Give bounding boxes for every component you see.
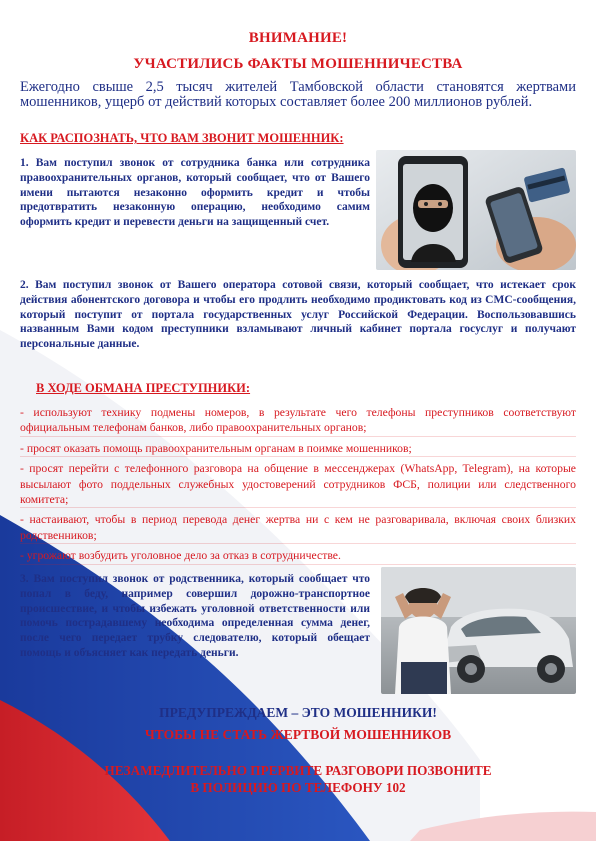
title-attention: ВНИМАНИЕ! [248,30,348,46]
fraud-tactics-list [20,405,576,569]
section-heading-recognize: КАК РАСПОЗНАТЬ, ЧТО ВАМ ЗВОНИТ МОШЕННИК: [20,131,344,145]
scenario-bank-call: 1. Вам поступил звонок от сотрудника банка или сотрудника правоохранительных органов, который сообщает, что от Вашего имени пытаются незаконно оформить кредит и чтобы предотвратить незаконную операцию, необходимо самим оформить кредит и перевести деньги на защищенный счет. [20,157,370,229]
scenario-mobile-operator-call: 2. Вам поступил звонок от Вашего оператора сотовой связи, который сообщает, что истекает срок действия абонентского договора и чтобы его продлить необходимо продиктовать код из СМС-сообщения, который поступит от портала государственных услуг Российской Федерации. Воспользовавшись названным Вами кодом преступники взламывают личный кабинет портала госуслуг и получают персональные данные. [20,279,576,351]
list-item: - угрожают возбудить уголовное дело за отказ в сотрудничестве. [20,548,576,564]
action-call-police-102: В ПОЛИЦИЮ ПО ТЕЛЕФОНУ 102 [190,780,406,795]
car-accident-photo [381,567,576,694]
section-heading-during-fraud: В ХОДЕ ОБМАНА ПРЕСТУПНИКИ: [36,381,251,395]
warning-these-are-fraudsters: ПРЕДУПРЕЖДАЕМ – ЭТО МОШЕННИКИ! [159,705,437,720]
intro-paragraph: Ежегодно свыше 2,5 тысяч жителей Тамбовской области становятся жертвами мошенников, ущерб от действий которых составляет более 200 миллионов рублей. [20,79,576,110]
list-item: - используют технику подмены номеров, в результате чего телефоны преступников соответствуют официальным телефонам банков, либо правоохранительных органов; [20,405,576,437]
action-hang-up-call: НЕЗАМЕДЛИТЕЛЬНО ПРЕРВИТЕ РАЗГОВОРИ ПОЗВОНИТЕ [104,763,492,778]
warning-avoid-victim: ЧТОБЫ НЕ СТАТЬ ЖЕРТВОЙ МОШЕННИКОВ [144,727,452,742]
list-item: - просят оказать помощь правоохранительным органам в поимке мошенников; [20,441,576,457]
list-item: - просят перейти с телефонного разговора на общение в мессенджерах (WhatsApp, Telegram), на которые высылают фото поддельных служебных удостоверений сотрудников ФСБ, полиции или следственного комитета; [20,461,576,508]
scenario-relative-call: 3. Вам поступил звонок от родственника, который сообщает что попал в беду, например совершил дорожно-транспортное происшествие, и чтобы избежать уголовной ответственности или помочь пострадавшему необходима определенная сумма денег, после чего передает трубку следователю, который обещает помощь и объясняет как передать деньги. [20,573,370,659]
masked-caller-photo [376,150,576,270]
list-item: - настаивают, чтобы в период перевода денег жертва ни с кем не разговаривала, включая своих близких родственников; [20,512,576,544]
title-fraud-increase: УЧАСТИЛИСЬ ФАКТЫ МОШЕННИЧЕСТВА [133,56,463,72]
